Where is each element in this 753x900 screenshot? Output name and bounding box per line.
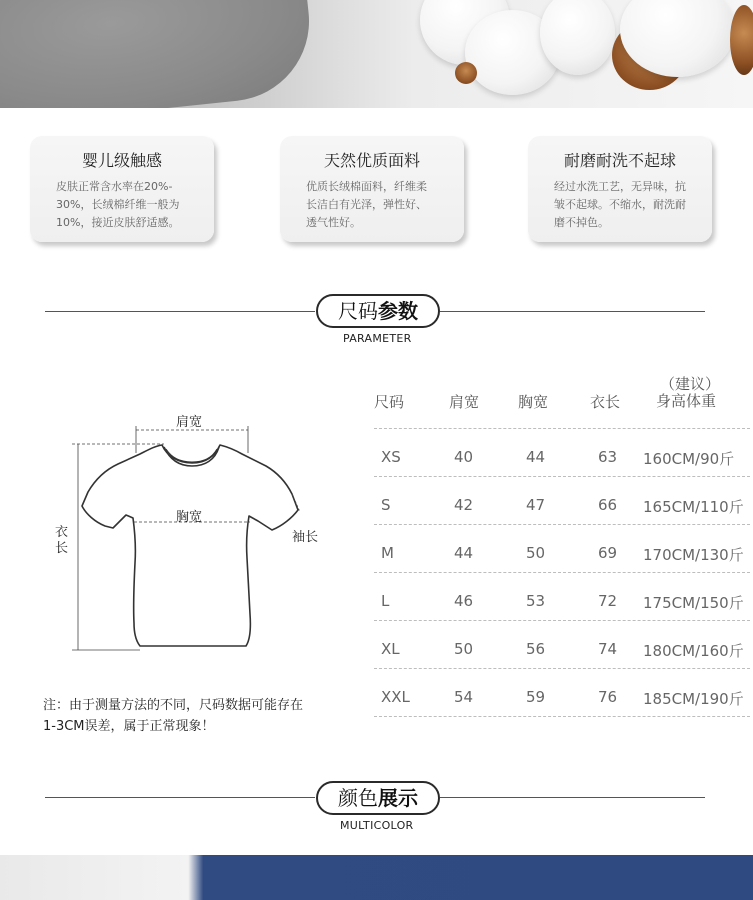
table-row-divider	[374, 524, 750, 525]
cotton-boll-3	[730, 5, 753, 75]
size-cell-value: 47	[526, 496, 546, 514]
section-divider-left	[45, 311, 315, 312]
size-cell-value: 170CM/130斤	[643, 546, 744, 564]
size-cell-value: 44	[526, 448, 546, 466]
th-shoulder: 肩宽	[449, 393, 480, 411]
th-suggest: （建议）	[660, 375, 721, 393]
feature-card-fabric	[280, 136, 464, 242]
size-cell-value: 50	[526, 544, 546, 562]
section-divider-left	[45, 797, 315, 798]
size-cell-label: L	[381, 592, 390, 610]
feature-line: 皱不起球。不缩水，耐洗耐	[554, 198, 686, 211]
label-chest-width: 胸宽	[176, 510, 203, 525]
grey-sock-image	[0, 0, 317, 108]
feature-title: 婴儿级触感	[81, 151, 162, 170]
feature-line: 优质长绒棉面料，纤维柔	[306, 180, 427, 193]
size-cell-value: 44	[454, 544, 474, 562]
feature-description	[56, 178, 196, 232]
size-cell-value: 46	[454, 592, 474, 610]
size-cell-value: 69	[598, 544, 618, 562]
tshirt-outline	[82, 445, 298, 646]
size-cell-label: XS	[381, 448, 401, 466]
feature-line: 经过水洗工艺，无异味，抗	[554, 180, 686, 193]
feature-line: 磨不掉色。	[554, 216, 609, 229]
feature-description	[554, 178, 694, 232]
label-shoulder-width: 肩宽	[176, 415, 203, 430]
size-cell-label: S	[381, 496, 391, 514]
size-cell-label: XXL	[381, 688, 410, 706]
size-cell-value: 76	[598, 688, 618, 706]
size-cell-label: M	[381, 544, 394, 562]
th-length: 衣长	[590, 393, 621, 411]
color-preview-image	[0, 855, 753, 900]
feature-title: 耐磨耐洗不起球	[563, 151, 676, 170]
section-title-size	[316, 294, 440, 328]
label-sleeve-length: 袖长	[292, 530, 319, 545]
size-cell-value: 53	[526, 592, 546, 610]
feature-line: 30%，长绒棉纤维一般为	[56, 198, 180, 211]
table-row-divider	[374, 428, 750, 429]
section-divider-right	[440, 797, 705, 798]
size-cell-value: 63	[598, 448, 618, 466]
size-cell-value: 160CM/90斤	[643, 450, 735, 468]
cotton-ball-3	[540, 0, 615, 75]
th-height-weight: 身高体重	[656, 392, 717, 410]
size-note	[43, 695, 343, 737]
size-cell-value: 50	[454, 640, 474, 658]
cotton-boll-1	[455, 62, 477, 84]
section-subtitle-parameter: PARAMETER	[343, 332, 412, 345]
feature-line: 长洁白有光泽，弹性好、	[306, 198, 427, 211]
size-cell-value: 56	[526, 640, 546, 658]
size-cell-value: 175CM/150斤	[643, 594, 744, 612]
feature-card-durability	[528, 136, 712, 242]
tshirt-diagram	[60, 418, 320, 668]
size-cell-value: 185CM/190斤	[643, 690, 744, 708]
table-row-divider	[374, 668, 750, 669]
feature-description	[306, 178, 446, 232]
size-cell-value: 74	[598, 640, 618, 658]
section-divider-right	[440, 311, 705, 312]
size-cell-value: 72	[598, 592, 618, 610]
note-line: 1-3CM误差，属于正常现象！	[43, 719, 215, 734]
feature-line: 皮肤正常含水率在20%-	[56, 180, 173, 193]
label-body-length: 衣长	[55, 525, 69, 556]
section-title-normal: 颜色	[338, 786, 378, 810]
table-row-divider	[374, 572, 750, 573]
th-size: 尺码	[374, 393, 405, 411]
feature-line: 10%，接近皮肤舒适感。	[56, 216, 180, 229]
table-row-divider	[374, 620, 750, 621]
section-title-bold: 参数	[378, 299, 418, 323]
size-cell-value: 40	[454, 448, 474, 466]
size-cell-value: 180CM/160斤	[643, 642, 744, 660]
size-cell-label: XL	[381, 640, 400, 658]
size-cell-value: 59	[526, 688, 546, 706]
feature-title: 天然优质面料	[323, 151, 420, 170]
size-cell-value: 42	[454, 496, 474, 514]
section-title-bold: 展示	[378, 786, 418, 810]
feature-line: 透气性好。	[306, 216, 361, 229]
table-row-divider	[374, 476, 750, 477]
th-chest: 胸宽	[518, 393, 549, 411]
size-cell-value: 54	[454, 688, 474, 706]
feature-card-softness	[30, 136, 214, 242]
section-title-colors	[316, 781, 440, 815]
table-row-divider	[374, 716, 750, 717]
section-subtitle-multicolor: MULTICOLOR	[340, 819, 414, 832]
section-title-normal: 尺码	[338, 299, 378, 323]
size-cell-value: 66	[598, 496, 618, 514]
note-line: 注：由于测量方法的不同，尺码数据可能存在	[43, 698, 304, 713]
size-cell-value: 165CM/110斤	[643, 498, 744, 516]
top-banner-image	[0, 0, 753, 108]
